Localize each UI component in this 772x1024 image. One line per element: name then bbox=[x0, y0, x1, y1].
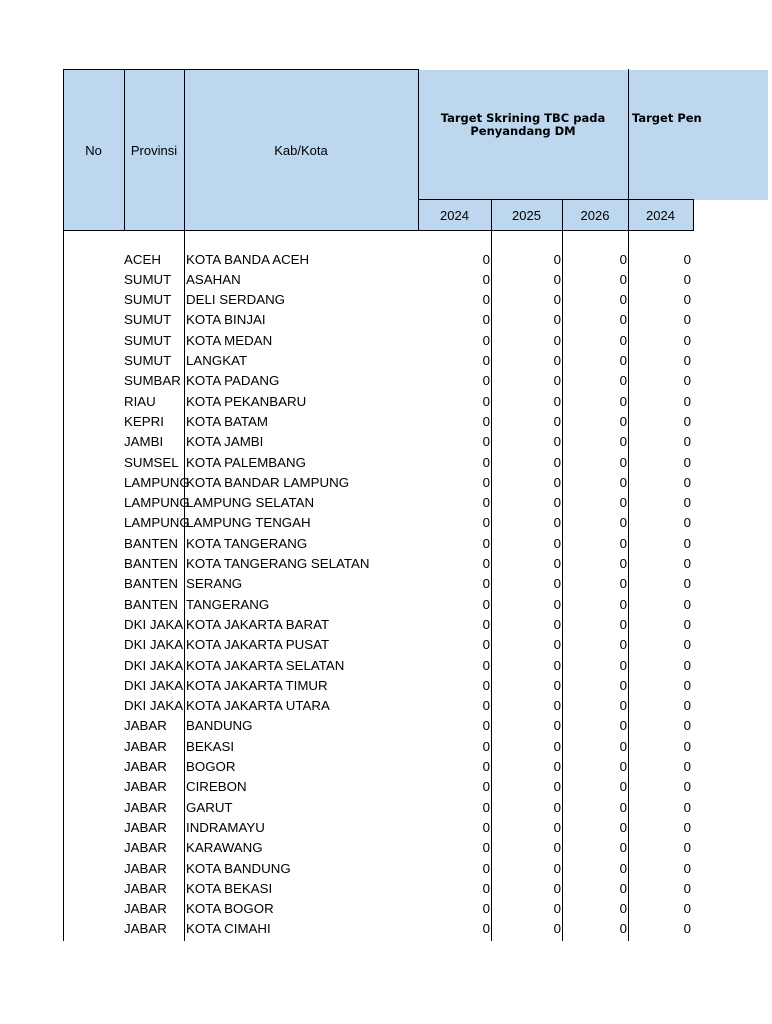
cell-pen-2024: 0 bbox=[683, 840, 691, 856]
cell-dm-2024: 0 bbox=[482, 495, 490, 511]
cell-dm-2025: 0 bbox=[553, 596, 561, 612]
cell-provinsi: JABAR bbox=[124, 901, 167, 917]
cell-kab-kota: SERANG bbox=[186, 576, 243, 592]
cell-kab-kota: KOTA BANDAR LAMPUNG bbox=[186, 474, 350, 490]
cell-pen-2024: 0 bbox=[683, 312, 691, 328]
cell-dm-2024: 0 bbox=[482, 251, 490, 267]
cell-provinsi: JABAR bbox=[124, 799, 167, 815]
header-year-2024-dm: 2024 bbox=[440, 207, 469, 223]
cell-pen-2024: 0 bbox=[683, 860, 691, 876]
table-row bbox=[0, 736, 768, 756]
cell-provinsi: SUMUT bbox=[124, 292, 172, 308]
cell-dm-2025: 0 bbox=[553, 718, 561, 734]
cell-provinsi: SUMUT bbox=[124, 353, 172, 368]
cell-dm-2026: 0 bbox=[619, 616, 627, 632]
cell-dm-2024: 0 bbox=[482, 901, 490, 917]
cell-provinsi: RIAU bbox=[124, 393, 156, 409]
cell-dm-2025: 0 bbox=[553, 454, 561, 470]
cell-provinsi: JABAR bbox=[124, 860, 167, 876]
cell-pen-2024: 0 bbox=[683, 921, 691, 937]
cell-dm-2024: 0 bbox=[482, 657, 490, 673]
cell-dm-2025: 0 bbox=[553, 373, 561, 389]
cell-pen-2024: 0 bbox=[683, 535, 691, 551]
cell-kab-kota: KOTA BATAM bbox=[186, 413, 269, 429]
cell-dm-2025: 0 bbox=[553, 840, 561, 856]
cell-dm-2024: 0 bbox=[482, 860, 490, 876]
table-row bbox=[0, 431, 768, 451]
cell-kab-kota: KOTA BOGOR bbox=[186, 901, 274, 917]
cell-pen-2024: 0 bbox=[683, 596, 691, 612]
cell-provinsi: JABAR bbox=[124, 759, 167, 774]
cell-dm-2024: 0 bbox=[482, 819, 490, 835]
cell-kab-kota: KOTA JAKARTA TIMUR bbox=[186, 677, 328, 693]
cell-pen-2024: 0 bbox=[683, 718, 691, 734]
grid-col-pen-2024 bbox=[693, 199, 694, 231]
cell-dm-2025: 0 bbox=[553, 677, 561, 693]
cell-dm-2025: 0 bbox=[553, 474, 561, 490]
cell-dm-2024: 0 bbox=[482, 738, 490, 754]
cell-kab-kota: LAMPUNG TENGAH bbox=[186, 515, 311, 531]
cell-dm-2025: 0 bbox=[553, 759, 561, 774]
cell-dm-2025: 0 bbox=[553, 434, 561, 450]
cell-dm-2025: 0 bbox=[553, 312, 561, 328]
cell-pen-2024: 0 bbox=[683, 901, 691, 917]
cell-pen-2024: 0 bbox=[683, 454, 691, 470]
cell-provinsi: KEPRI bbox=[124, 413, 164, 429]
cell-kab-kota: LANGKAT bbox=[186, 353, 248, 368]
cell-pen-2024: 0 bbox=[683, 759, 691, 774]
cell-provinsi: SUMBAR bbox=[124, 373, 181, 389]
cell-provinsi: JABAR bbox=[124, 921, 167, 937]
cell-dm-2025: 0 bbox=[553, 535, 561, 551]
cell-kab-kota: KOTA PADANG bbox=[186, 373, 280, 389]
cell-dm-2026: 0 bbox=[619, 474, 627, 490]
cell-pen-2024: 0 bbox=[683, 515, 691, 531]
cell-pen-2024: 0 bbox=[683, 819, 691, 835]
cell-dm-2024: 0 bbox=[482, 373, 490, 389]
table-row bbox=[0, 898, 768, 918]
cell-dm-2026: 0 bbox=[619, 353, 627, 368]
header-bottom-border bbox=[63, 230, 694, 231]
cell-provinsi: BANTEN bbox=[124, 596, 178, 612]
cell-kab-kota: KOTA JAKARTA SELATAN bbox=[186, 657, 345, 673]
cell-dm-2026: 0 bbox=[619, 576, 627, 592]
table-row bbox=[0, 634, 768, 654]
cell-dm-2024: 0 bbox=[482, 698, 490, 714]
cell-dm-2026: 0 bbox=[619, 332, 627, 348]
cell-pen-2024: 0 bbox=[683, 495, 691, 511]
cell-dm-2026: 0 bbox=[619, 373, 627, 389]
cell-provinsi: BANTEN bbox=[124, 535, 178, 551]
table-row bbox=[0, 533, 768, 553]
cell-dm-2026: 0 bbox=[619, 840, 627, 856]
cell-pen-2024: 0 bbox=[683, 637, 691, 653]
cell-provinsi: BANTEN bbox=[124, 576, 178, 592]
cell-dm-2025: 0 bbox=[553, 271, 561, 287]
cell-kab-kota: KOTA JAMBI bbox=[186, 434, 264, 450]
cell-pen-2024: 0 bbox=[683, 393, 691, 409]
cell-dm-2025: 0 bbox=[553, 880, 561, 896]
grid-col-no bbox=[124, 69, 125, 231]
cell-dm-2026: 0 bbox=[619, 759, 627, 774]
table-row bbox=[0, 756, 768, 776]
cell-pen-2024: 0 bbox=[683, 292, 691, 308]
cell-dm-2024: 0 bbox=[482, 759, 490, 774]
cell-kab-kota: KOTA BINJAI bbox=[186, 312, 266, 328]
cell-dm-2026: 0 bbox=[619, 454, 627, 470]
cell-provinsi: JAMBI bbox=[124, 434, 164, 450]
cell-kab-kota: INDRAMAYU bbox=[186, 819, 265, 835]
cell-dm-2026: 0 bbox=[619, 292, 627, 308]
cell-provinsi: DKI JAKA bbox=[124, 698, 184, 714]
cell-dm-2026: 0 bbox=[619, 799, 627, 815]
cell-dm-2025: 0 bbox=[553, 738, 561, 754]
cell-provinsi: JABAR bbox=[124, 738, 167, 754]
header-kab-kota: Kab/Kota bbox=[274, 142, 328, 158]
cell-provinsi: DKI JAKA bbox=[124, 657, 184, 673]
cell-dm-2024: 0 bbox=[482, 535, 490, 551]
cell-pen-2024: 0 bbox=[683, 271, 691, 287]
cell-dm-2026: 0 bbox=[619, 779, 627, 795]
cell-provinsi: DKI JAKA bbox=[124, 637, 184, 653]
cell-provinsi: JABAR bbox=[124, 718, 167, 734]
cell-pen-2024: 0 bbox=[683, 576, 691, 592]
header-group-skrining-dm: Target Skrining TBC pada Penyandang DM bbox=[440, 111, 606, 138]
cell-dm-2026: 0 bbox=[619, 495, 627, 511]
cell-provinsi: LAMPUNG bbox=[124, 515, 190, 531]
table-row bbox=[0, 411, 768, 431]
cell-kab-kota: BEKASI bbox=[186, 738, 235, 754]
table-row bbox=[0, 797, 768, 817]
header-group-pen: Target Pen bbox=[632, 110, 702, 125]
cell-dm-2025: 0 bbox=[553, 921, 561, 937]
table-row bbox=[0, 695, 768, 715]
cell-pen-2024: 0 bbox=[683, 413, 691, 429]
cell-kab-kota: BOGOR bbox=[186, 759, 236, 774]
cell-dm-2024: 0 bbox=[482, 434, 490, 450]
cell-dm-2026: 0 bbox=[619, 271, 627, 287]
table-row bbox=[0, 858, 768, 878]
cell-kab-kota: KOTA TANGERANG SELATAN bbox=[186, 556, 370, 571]
cell-dm-2025: 0 bbox=[553, 616, 561, 632]
cell-kab-kota: KOTA CIMAHI bbox=[186, 921, 271, 937]
header-provinsi: Provinsi bbox=[130, 142, 178, 158]
cell-dm-2025: 0 bbox=[553, 292, 561, 308]
cell-provinsi: SUMUT bbox=[124, 271, 172, 287]
header-top-border bbox=[63, 69, 418, 70]
cell-dm-2024: 0 bbox=[482, 332, 490, 348]
cell-pen-2024: 0 bbox=[683, 474, 691, 490]
header-background-overflow bbox=[693, 70, 768, 200]
cell-pen-2024: 0 bbox=[683, 738, 691, 754]
cell-pen-2024: 0 bbox=[683, 373, 691, 389]
cell-kab-kota: KOTA TANGERANG bbox=[186, 535, 308, 551]
table-row bbox=[0, 452, 768, 472]
cell-dm-2024: 0 bbox=[482, 271, 490, 287]
cell-dm-2026: 0 bbox=[619, 434, 627, 450]
cell-dm-2025: 0 bbox=[553, 515, 561, 531]
cell-dm-2026: 0 bbox=[619, 393, 627, 409]
cell-dm-2026: 0 bbox=[619, 312, 627, 328]
table-row bbox=[0, 715, 768, 735]
cell-kab-kota: GARUT bbox=[186, 799, 233, 815]
cell-dm-2026: 0 bbox=[619, 901, 627, 917]
cell-dm-2024: 0 bbox=[482, 515, 490, 531]
cell-dm-2024: 0 bbox=[482, 637, 490, 653]
table-row bbox=[0, 675, 768, 695]
cell-dm-2024: 0 bbox=[482, 454, 490, 470]
table-row bbox=[0, 878, 768, 898]
cell-kab-kota: KOTA PALEMBANG bbox=[186, 454, 306, 470]
cell-dm-2025: 0 bbox=[553, 901, 561, 917]
cell-provinsi: SUMSEL bbox=[124, 454, 179, 470]
cell-dm-2024: 0 bbox=[482, 616, 490, 632]
cell-dm-2026: 0 bbox=[619, 921, 627, 937]
cell-dm-2026: 0 bbox=[619, 413, 627, 429]
cell-pen-2024: 0 bbox=[683, 434, 691, 450]
cell-dm-2025: 0 bbox=[553, 251, 561, 267]
cell-dm-2025: 0 bbox=[553, 799, 561, 815]
cell-kab-kota: CIREBON bbox=[186, 779, 247, 795]
cell-dm-2024: 0 bbox=[482, 596, 490, 612]
cell-dm-2024: 0 bbox=[482, 576, 490, 592]
cell-provinsi: LAMPUNG bbox=[124, 474, 190, 490]
cell-pen-2024: 0 bbox=[683, 616, 691, 632]
cell-provinsi: JABAR bbox=[124, 880, 167, 896]
cell-dm-2026: 0 bbox=[619, 637, 627, 653]
cell-dm-2026: 0 bbox=[619, 819, 627, 835]
cell-dm-2024: 0 bbox=[482, 474, 490, 490]
cell-dm-2024: 0 bbox=[482, 718, 490, 734]
table-row bbox=[0, 330, 768, 350]
cell-dm-2025: 0 bbox=[553, 657, 561, 673]
cell-pen-2024: 0 bbox=[683, 799, 691, 815]
header-no: No bbox=[85, 142, 102, 158]
table-row bbox=[0, 817, 768, 837]
table-row bbox=[0, 472, 768, 492]
cell-kab-kota: LAMPUNG SELATAN bbox=[186, 495, 315, 511]
cell-kab-kota: KARAWANG bbox=[186, 840, 263, 856]
cell-dm-2026: 0 bbox=[619, 860, 627, 876]
cell-dm-2025: 0 bbox=[553, 556, 561, 571]
table-row bbox=[0, 492, 768, 512]
cell-pen-2024: 0 bbox=[683, 698, 691, 714]
cell-dm-2025: 0 bbox=[553, 819, 561, 835]
table-row bbox=[0, 553, 768, 573]
cell-provinsi: SUMUT bbox=[124, 312, 172, 328]
cell-pen-2024: 0 bbox=[683, 353, 691, 368]
cell-kab-kota: KOTA JAKARTA PUSAT bbox=[186, 637, 330, 653]
cell-kab-kota: KOTA BEKASI bbox=[186, 880, 273, 896]
header-year-2026-dm: 2026 bbox=[580, 207, 610, 223]
cell-dm-2024: 0 bbox=[482, 312, 490, 328]
cell-dm-2025: 0 bbox=[553, 698, 561, 714]
table-row bbox=[0, 594, 768, 614]
cell-dm-2026: 0 bbox=[619, 535, 627, 551]
cell-kab-kota: BANDUNG bbox=[186, 718, 253, 734]
cell-pen-2024: 0 bbox=[683, 332, 691, 348]
cell-dm-2025: 0 bbox=[553, 393, 561, 409]
table-row bbox=[0, 370, 768, 390]
cell-provinsi: JABAR bbox=[124, 819, 167, 835]
cell-kab-kota: ASAHAN bbox=[186, 271, 241, 287]
cell-dm-2024: 0 bbox=[482, 677, 490, 693]
table-row bbox=[0, 776, 768, 796]
cell-dm-2024: 0 bbox=[482, 413, 490, 429]
cell-dm-2024: 0 bbox=[482, 921, 490, 937]
cell-dm-2026: 0 bbox=[619, 880, 627, 896]
cell-dm-2026: 0 bbox=[619, 596, 627, 612]
table-row bbox=[0, 573, 768, 593]
cell-pen-2024: 0 bbox=[683, 556, 691, 571]
table-row bbox=[0, 837, 768, 857]
table-row bbox=[0, 249, 768, 269]
cell-kab-kota: DELI SERDANG bbox=[186, 292, 286, 308]
cell-dm-2026: 0 bbox=[619, 677, 627, 693]
cell-kab-kota: TANGERANG bbox=[186, 596, 270, 612]
cell-kab-kota: KOTA JAKARTA BARAT bbox=[186, 616, 330, 632]
cell-pen-2024: 0 bbox=[683, 677, 691, 693]
cell-provinsi: BANTEN bbox=[124, 556, 178, 571]
cell-dm-2026: 0 bbox=[619, 515, 627, 531]
cell-dm-2025: 0 bbox=[553, 413, 561, 429]
cell-dm-2024: 0 bbox=[482, 880, 490, 896]
table-row bbox=[0, 614, 768, 634]
cell-provinsi: JABAR bbox=[124, 840, 167, 856]
cell-dm-2025: 0 bbox=[553, 353, 561, 368]
cell-dm-2026: 0 bbox=[619, 718, 627, 734]
cell-pen-2024: 0 bbox=[683, 880, 691, 896]
cell-pen-2024: 0 bbox=[683, 779, 691, 795]
cell-dm-2024: 0 bbox=[482, 779, 490, 795]
cell-provinsi: JABAR bbox=[124, 779, 167, 795]
table-row bbox=[0, 512, 768, 532]
cell-provinsi: DKI JAKA bbox=[124, 616, 184, 632]
cell-provinsi: ACEH bbox=[124, 251, 161, 267]
table-row bbox=[0, 309, 768, 329]
cell-dm-2024: 0 bbox=[482, 840, 490, 856]
cell-dm-2024: 0 bbox=[482, 799, 490, 815]
cell-pen-2024: 0 bbox=[683, 657, 691, 673]
cell-dm-2026: 0 bbox=[619, 251, 627, 267]
cell-dm-2026: 0 bbox=[619, 657, 627, 673]
cell-dm-2025: 0 bbox=[553, 495, 561, 511]
cell-dm-2026: 0 bbox=[619, 698, 627, 714]
cell-provinsi: DKI JAKA bbox=[124, 677, 184, 693]
cell-pen-2024: 0 bbox=[683, 251, 691, 267]
header-year-2025-dm: 2025 bbox=[512, 207, 541, 223]
header-group-pen-clip bbox=[628, 104, 702, 132]
cell-dm-2026: 0 bbox=[619, 738, 627, 754]
cell-kab-kota: KOTA JAKARTA UTARA bbox=[186, 698, 330, 714]
cell-provinsi: LAMPUNG bbox=[124, 495, 190, 511]
cell-kab-kota: KOTA BANDA ACEH bbox=[186, 251, 310, 267]
cell-dm-2025: 0 bbox=[553, 637, 561, 653]
cell-kab-kota: KOTA MEDAN bbox=[186, 332, 273, 348]
header-year-2024-pen: 2024 bbox=[646, 207, 675, 223]
cell-dm-2025: 0 bbox=[553, 779, 561, 795]
table-row bbox=[0, 391, 768, 411]
cell-dm-2024: 0 bbox=[482, 292, 490, 308]
header-year-top-border bbox=[418, 199, 694, 200]
table-row bbox=[0, 350, 768, 370]
cell-dm-2024: 0 bbox=[482, 556, 490, 571]
table-row bbox=[0, 655, 768, 675]
cell-kab-kota: KOTA BANDUNG bbox=[186, 860, 291, 876]
cell-dm-2024: 0 bbox=[482, 393, 490, 409]
cell-provinsi: SUMUT bbox=[124, 332, 172, 348]
cell-kab-kota: KOTA PEKANBARU bbox=[186, 393, 307, 409]
cell-dm-2025: 0 bbox=[553, 576, 561, 592]
cell-dm-2025: 0 bbox=[553, 860, 561, 876]
table-row bbox=[0, 269, 768, 289]
cell-dm-2026: 0 bbox=[619, 556, 627, 571]
cell-dm-2025: 0 bbox=[553, 332, 561, 348]
grid-col-kab bbox=[418, 69, 419, 231]
cell-dm-2024: 0 bbox=[482, 353, 490, 368]
table-row bbox=[0, 918, 768, 938]
table-row bbox=[0, 289, 768, 309]
